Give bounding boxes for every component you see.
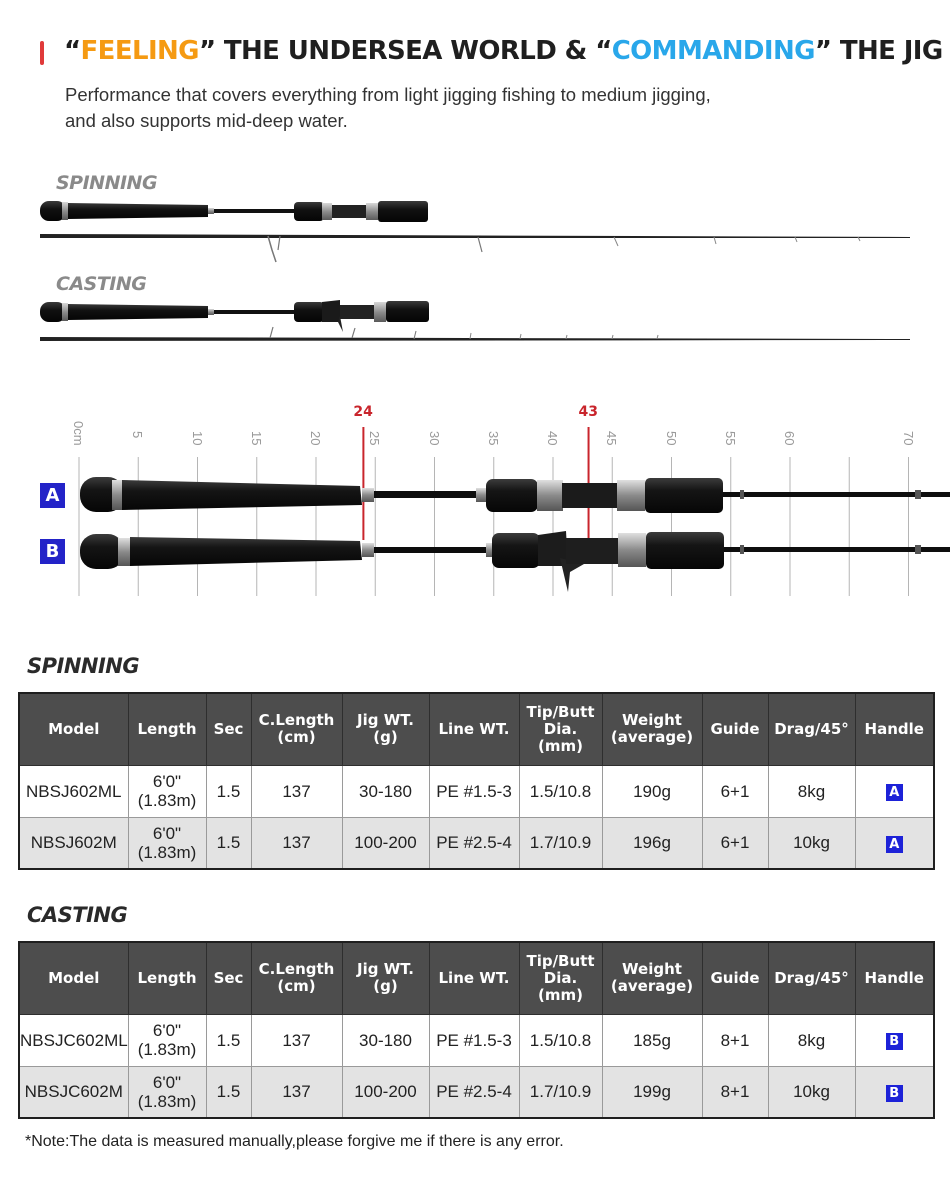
cell-drag: 8kg (768, 1014, 855, 1066)
title-commanding: COMMANDING (611, 36, 815, 66)
column-header: Drag/45° (768, 942, 855, 1014)
cell-drag: 8kg (768, 765, 855, 817)
handle-type-badge: B (886, 1085, 903, 1102)
handle-b-image (80, 531, 950, 592)
ruler-tick-label: 40 (545, 431, 560, 446)
cell-handle (855, 1014, 934, 1066)
cell-line-wt: PE #2.5-4 (429, 1066, 519, 1118)
table-row (19, 765, 934, 817)
subtitle-line-1: Performance that covers everything from light jigging fishing to medium jigging, (65, 84, 711, 105)
column-header: Sec (206, 693, 251, 765)
column-header: Sec (206, 942, 251, 1014)
table-row (19, 1066, 934, 1118)
table-row (19, 1014, 934, 1066)
table-row (19, 817, 934, 869)
cell-line-wt: PE #1.5-3 (429, 1014, 519, 1066)
column-header: Length (128, 693, 206, 765)
column-header: Jig WT. (g) (342, 693, 429, 765)
handle-type-badge: B (886, 1033, 903, 1050)
cell-jig-wt: 30-180 (342, 1014, 429, 1066)
ruler-tick-label: 15 (248, 431, 264, 446)
ruler-tick-label: 55 (722, 431, 738, 446)
column-header: Length (128, 942, 206, 1014)
ruler-tick-label: 30 (426, 431, 442, 446)
footnote: *Note:The data is measured manually,please forgive me if there is any error. (25, 1133, 564, 1150)
cell-weight: 190g (602, 765, 702, 817)
cell-c-length: 137 (251, 1066, 342, 1118)
ruler-tick-label: 20 (308, 431, 323, 446)
ruler-marker-label: 24 (353, 404, 373, 420)
column-header: Model (19, 942, 128, 1014)
handle-a-image (80, 477, 950, 513)
casting-spec-table (18, 941, 935, 1119)
column-header: Weight (average) (602, 693, 702, 765)
column-header: Tip/Butt Dia. (mm) (519, 693, 602, 765)
column-header: Tip/Butt Dia. (mm) (519, 942, 602, 1014)
handle-type-badge: A (886, 836, 903, 853)
ruler-tick-label: 70 (900, 431, 916, 446)
cell-length: 6'0" (1.83m) (128, 817, 206, 869)
cell-length: 6'0" (1.83m) (128, 1066, 206, 1118)
casting-rod-label: CASTING (56, 273, 147, 295)
cell-drag: 10kg (768, 817, 855, 869)
cell-weight: 185g (602, 1014, 702, 1066)
column-header: C.Length (cm) (251, 942, 342, 1014)
casting-section-title: CASTING (27, 903, 128, 927)
cell-jig-wt: 100-200 (342, 817, 429, 869)
ruler-tick-label: 45 (604, 431, 620, 446)
cell-model: NBSJ602M (19, 817, 128, 869)
cell-weight: 199g (602, 1066, 702, 1118)
cell-jig-wt: 100-200 (342, 1066, 429, 1118)
cell-drag: 10kg (768, 1066, 855, 1118)
table-header-row (19, 942, 934, 1014)
table-header-row (19, 693, 934, 765)
spinning-section-title: SPINNING (27, 654, 140, 678)
ruler-tick-label: 35 (485, 431, 501, 446)
cell-guide: 8+1 (702, 1014, 768, 1066)
column-header: Guide (702, 942, 768, 1014)
cell-tip-butt: 1.7/10.9 (519, 817, 602, 869)
column-header: Model (19, 693, 128, 765)
cell-c-length: 137 (251, 817, 342, 869)
cell-jig-wt: 30-180 (342, 765, 429, 817)
cell-c-length: 137 (251, 765, 342, 817)
title-middle: ” THE UNDERSEA WORLD & “ (198, 36, 612, 66)
cell-guide: 6+1 (702, 817, 768, 869)
cell-tip-butt: 1.5/10.8 (519, 1014, 602, 1066)
cell-model: NBSJ602ML (19, 765, 128, 817)
cell-model: NBSJC602M (19, 1066, 128, 1118)
column-header: Line WT. (429, 942, 519, 1014)
title-quote-open: “ (64, 36, 81, 66)
handle-type-badge: A (886, 784, 903, 801)
cell-weight: 196g (602, 817, 702, 869)
ruler-tick-label: 10 (189, 431, 205, 446)
cell-length: 6'0" (1.83m) (128, 765, 206, 817)
cell-line-wt: PE #2.5-4 (429, 817, 519, 869)
spinning-spec-table (18, 692, 935, 870)
cell-handle (855, 765, 934, 817)
column-header: Weight (average) (602, 942, 702, 1014)
cell-tip-butt: 1.7/10.9 (519, 1066, 602, 1118)
cell-sec: 1.5 (206, 1066, 251, 1118)
handle-badge-b: B (40, 539, 65, 564)
column-header: Line WT. (429, 693, 519, 765)
handle-badge-a: A (40, 483, 65, 508)
column-header: Handle (855, 693, 934, 765)
column-header: Drag/45° (768, 693, 855, 765)
cell-guide: 8+1 (702, 1066, 768, 1118)
cell-sec: 1.5 (206, 765, 251, 817)
title-end: ” THE JIG (814, 36, 943, 66)
cell-line-wt: PE #1.5-3 (429, 765, 519, 817)
ruler-marker-label: 43 (578, 404, 599, 420)
ruler-tick-label: 60 (782, 431, 797, 446)
subtitle-line-2: and also supports mid-deep water. (65, 110, 348, 131)
cell-handle (855, 1066, 934, 1118)
cell-model: NBSJC602ML (19, 1014, 128, 1066)
cell-sec: 1.5 (206, 1014, 251, 1066)
ruler-tick-label: 0cm (71, 421, 86, 446)
column-header: Handle (855, 942, 934, 1014)
cell-guide: 6+1 (702, 765, 768, 817)
cell-c-length: 137 (251, 1014, 342, 1066)
title-feeling: FEELING (80, 36, 199, 66)
column-header: Guide (702, 693, 768, 765)
spinning-rod-label: SPINNING (56, 172, 158, 194)
cell-tip-butt: 1.5/10.8 (519, 765, 602, 817)
cell-length: 6'0" (1.83m) (128, 1014, 206, 1066)
cell-sec: 1.5 (206, 817, 251, 869)
column-header: Jig WT. (g) (342, 942, 429, 1014)
cell-handle (855, 817, 934, 869)
ruler-tick-label: 50 (663, 431, 679, 446)
ruler-tick-label: 25 (367, 431, 383, 446)
column-header: C.Length (cm) (251, 693, 342, 765)
ruler-tick-label: 5 (130, 431, 146, 439)
